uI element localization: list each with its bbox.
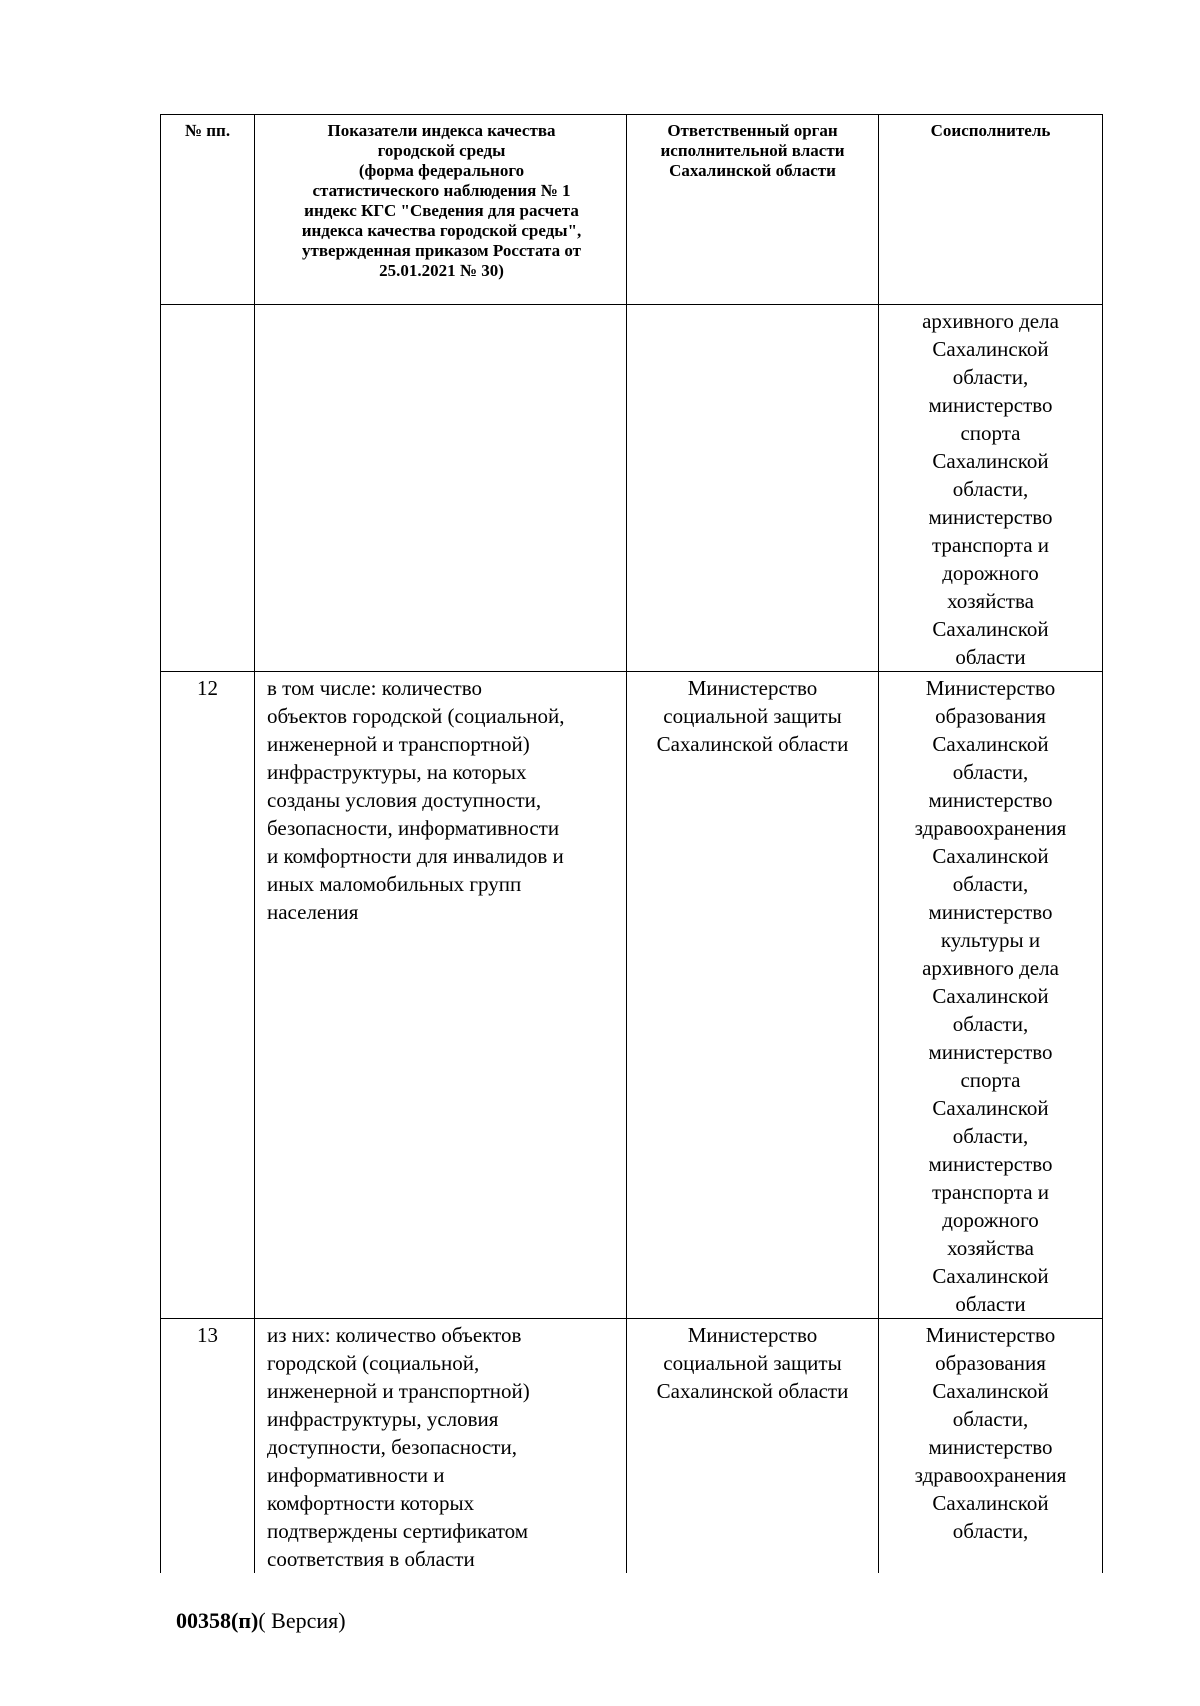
header-indicator: Показатели индекса качества городской среды (форма федерального статистического наблюдения № 1 индекс КГС "Сведения для расчета индекса качества городской среды", утвержденная приказом Росстата от 25.01.2021 № 30) — [255, 115, 627, 305]
document-table — [160, 114, 1103, 1573]
document-code: 00358(п) — [176, 1608, 259, 1633]
table-header-row — [161, 115, 1103, 305]
header-num: № пп. — [161, 115, 255, 305]
row-responsible — [627, 305, 879, 672]
row-indicator: из них: количество объектов городской (социальной, инженерной и транспортной) инфраструктуры, условия доступности, безопасности, информативности и комфортности которых подтверждены сертификатом соответствия в области — [255, 1319, 627, 1574]
row-indicator — [255, 305, 627, 672]
document-footer — [176, 1608, 346, 1634]
header-responsible: Ответственный орган исполнительной власти Сахалинской области — [627, 115, 879, 305]
row-indicator: в том числе: количество объектов городской (социальной, инженерной и транспортной) инфраструктуры, на которых созданы условия доступности, безопасности, информативности и комфортности для инвалидов и иных маломобильных групп населения — [255, 672, 627, 1319]
row-num: 13 — [161, 1319, 255, 1574]
row-responsible: Министерство социальной защиты Сахалинской области — [627, 1319, 879, 1574]
table-row — [161, 672, 1103, 1319]
row-coexecutor: Министерство образования Сахалинской области, министерство здравоохранения Сахалинской области, министерство культуры и архивного дела Сахалинской области, министерство спорта Сахалинской области, министерство транспорта и дорожного хозяйства Сахалинской области — [879, 672, 1103, 1319]
table-row — [161, 305, 1103, 672]
header-coexecutor: Соисполнитель — [879, 115, 1103, 305]
row-num: 12 — [161, 672, 255, 1319]
row-coexecutor: архивного дела Сахалинской области, министерство спорта Сахалинской области, министерство транспорта и дорожного хозяйства Сахалинской области — [879, 305, 1103, 672]
row-responsible: Министерство социальной защиты Сахалинской области — [627, 672, 879, 1319]
document-version: ( Версия) — [258, 1608, 346, 1633]
row-num — [161, 305, 255, 672]
table-row — [161, 1319, 1103, 1574]
row-coexecutor: Министерство образования Сахалинской области, министерство здравоохранения Сахалинской области, — [879, 1319, 1103, 1574]
